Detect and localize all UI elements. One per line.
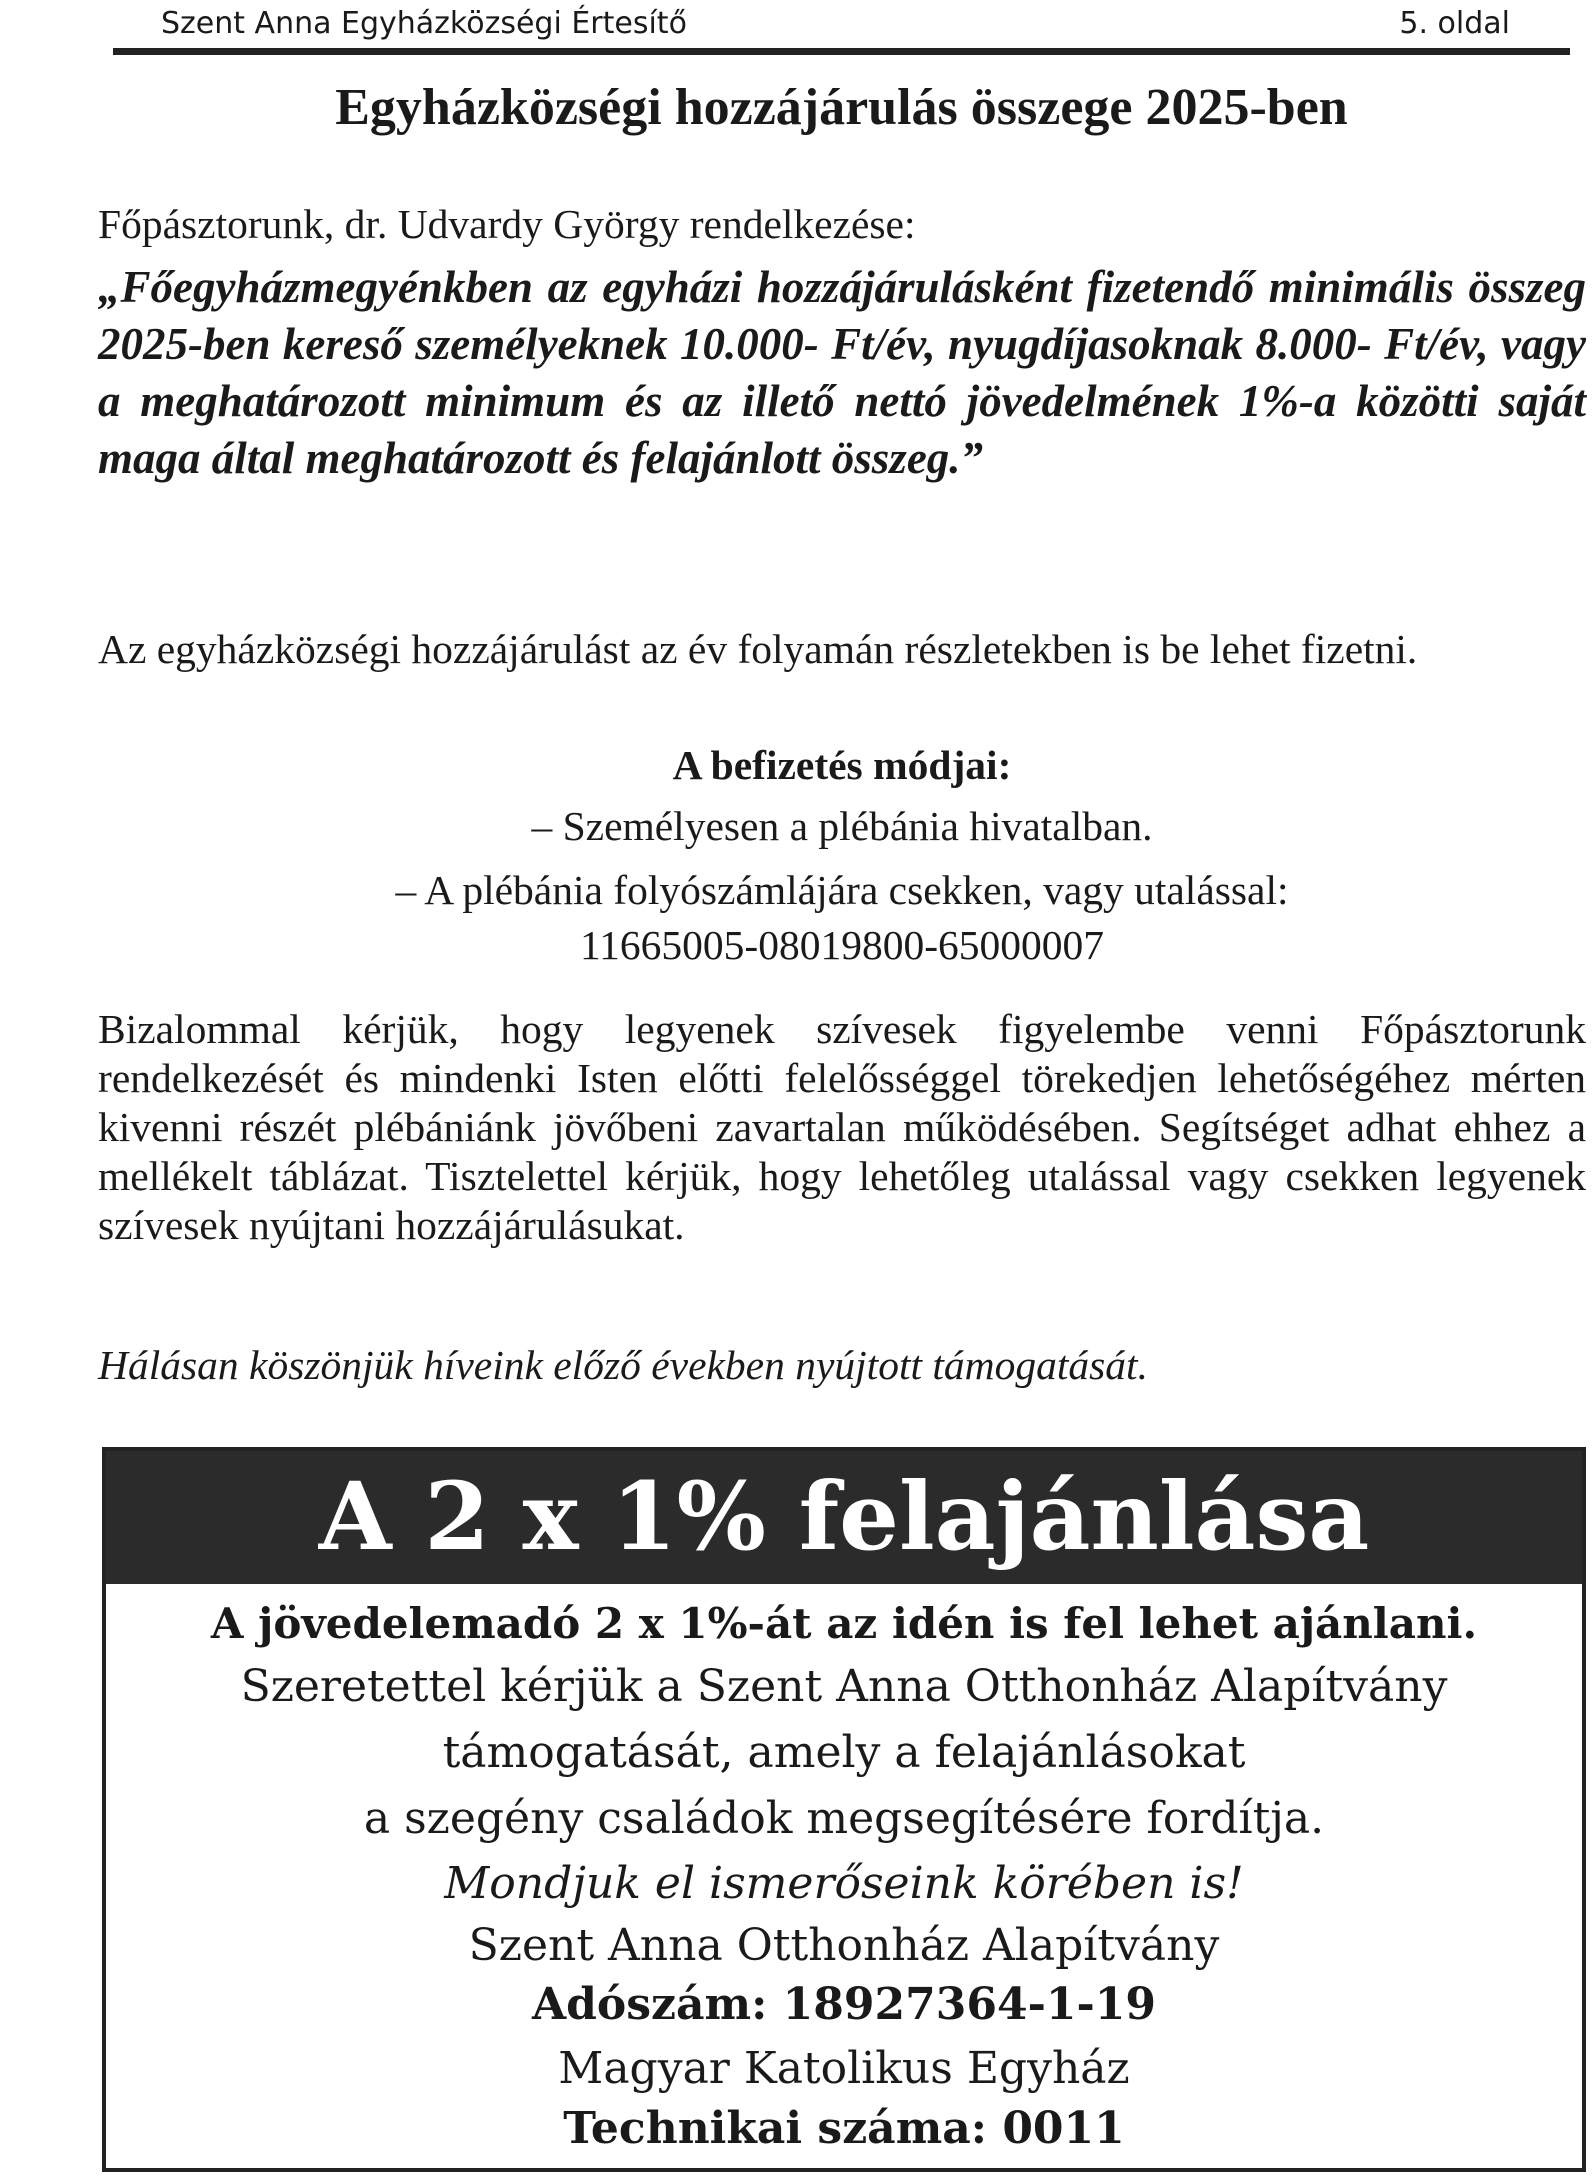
thanks-line: Hálásan köszönjük híveink előző években nyújtott támogatását.	[98, 1342, 1148, 1388]
box-line-support: támogatását, amely a felajánlásokat	[442, 1727, 1246, 1778]
box-line-share: Mondjuk el ismerőseink körében is!	[444, 1858, 1244, 1909]
tax-offering-banner: A 2 x 1% felajánlása	[106, 1451, 1582, 1584]
bishop-decree-quote: „Főegyházmegyénkben az egyházi hozzájárulásként fizetendő minimális összeg 2025-ben kereső személyeknek 10.000- Ft/év, nyugdíjasoknak 8.000- Ft/év, vagy a meghatározott minimum és az illető nettó jövedelmének 1%-a közötti saját maga által meghatározott és felajánlott összeg.”	[98, 262, 1586, 483]
payment-method-in-person: – Személyesen a plébánia hivatalban.	[531, 803, 1153, 849]
publication-name: Szent Anna Egyházközségi Értesítő	[161, 6, 687, 41]
tax-offering-box	[102, 1447, 1586, 2172]
box-line-request: Szeretettel kérjük a Szent Anna Otthonház Alapítvány	[240, 1661, 1448, 1712]
bank-account-number: 11665005-08019800-65000007	[579, 922, 1105, 968]
box-line-purpose: a szegény családok megsegítésére fordítja.	[363, 1793, 1325, 1844]
payment-method-transfer: – A plébánia folyószámlájára csekken, vagy utalással:	[395, 867, 1289, 913]
header-divider	[113, 48, 1570, 55]
technical-number: Technikai száma: 0011	[563, 2103, 1125, 2154]
church-name: Magyar Katolikus Egyház	[558, 2043, 1130, 2094]
tax-number: Adószám: 18927364-1-19	[532, 1979, 1156, 2030]
intro-text: Főpásztorunk, dr. Udvardy György rendelkezése:	[98, 201, 916, 247]
payment-methods-heading: A befizetés módjai:	[672, 742, 1012, 788]
page-header	[113, 6, 1570, 46]
installment-paragraph: Az egyházközségi hozzájárulást az év folyamán részletekben is be lehet fizetni.	[98, 626, 1418, 672]
page-number: 5. oldal	[1399, 6, 1510, 41]
article-title: Egyházközségi hozzájárulás összege 2025-ben	[335, 79, 1348, 136]
foundation-name: Szent Anna Otthonház Alapítvány	[468, 1920, 1220, 1971]
trust-paragraph: Bizalommal kérjük, hogy legyenek szívesek figyelembe venni Főpásztorunk rendelkezését és mindenki Isten előtti felelősséggel törekedjen lehetőségéhez mérten kivenni részét plébániánk jövőbeni zavartalan működésében. Segítséget adhat ehhez a mellékelt táblázat. Tisztelettel kérjük, hogy lehetőleg utalással vagy csekken legyenek szívesek nyújtani hozzájárulásukat.	[98, 1006, 1586, 1248]
box-line-headline: A jövedelemadó 2 x 1%-át az idén is fel lehet ajánlani.	[210, 1599, 1478, 1648]
